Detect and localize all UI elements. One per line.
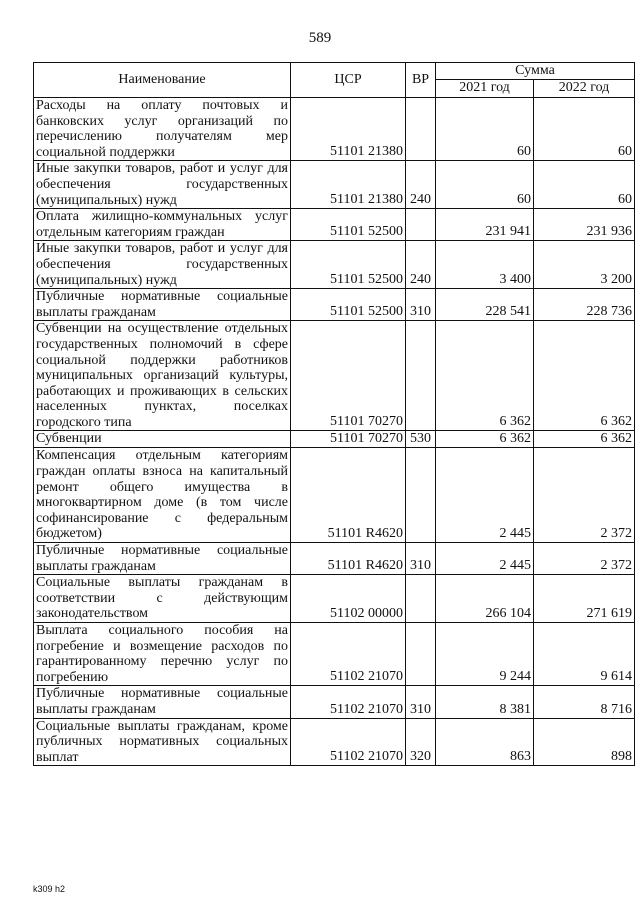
row-name: Публичные нормативные социальные выплаты гражданам [34,289,291,321]
row-csr: 51101 70270 [291,321,406,431]
row-sum-2021: 231 941 [436,209,534,241]
row-name: Иные закупки товаров, работ и услуг для обеспечения государственных (муниципальных) нужд [34,241,291,289]
row-sum-2022: 6 362 [534,321,635,431]
row-vr: 310 [406,686,436,718]
row-csr: 51101 70270 [291,431,406,448]
row-sum-2021: 2 445 [436,448,534,543]
header-vr: ВР [406,63,436,98]
row-name: Оплата жилищно-коммунальных услуг отдельным категориям граждан [34,209,291,241]
row-csr: 51101 52500 [291,241,406,289]
table-row [34,161,635,209]
row-csr: 51102 21070 [291,686,406,718]
row-sum-2022: 2 372 [534,448,635,543]
table-row [34,686,635,718]
row-csr: 51101 21380 [291,161,406,209]
row-sum-2022: 3 200 [534,241,635,289]
row-name: Социальные выплаты гражданам в соответствии с действующим законодательством [34,575,291,623]
row-name: Субвенции [34,431,291,448]
row-sum-2021: 2 445 [436,543,534,575]
row-vr: 320 [406,718,436,766]
table-row [34,209,635,241]
row-sum-2021: 266 104 [436,575,534,623]
row-sum-2022: 60 [534,161,635,209]
row-csr: 51101 R4620 [291,543,406,575]
row-sum-2021: 60 [436,161,534,209]
row-vr [406,209,436,241]
row-sum-2022: 6 362 [534,431,635,448]
row-vr [406,98,436,161]
row-sum-2021: 6 362 [436,431,534,448]
header-year-2022: 2022 год [534,79,635,97]
row-name: Выплата социального пособия на погребение и возмещение расходов по гарантированному перечню услуг по погребению [34,623,291,686]
row-sum-2021: 863 [436,718,534,766]
row-vr [406,623,436,686]
row-sum-2021: 60 [436,98,534,161]
table-row [34,289,635,321]
row-vr: 240 [406,161,436,209]
footer-code: k309 h2 [33,884,66,894]
row-name: Иные закупки товаров, работ и услуг для обеспечения государственных (муниципальных) нужд [34,161,291,209]
page-number: 589 [308,30,332,46]
table-row [34,241,635,289]
row-vr [406,448,436,543]
table-row [34,575,635,623]
row-sum-2022: 271 619 [534,575,635,623]
table-row [34,98,635,161]
row-csr: 51101 R4620 [291,448,406,543]
row-sum-2021: 9 244 [436,623,534,686]
row-name: Публичные нормативные социальные выплаты гражданам [34,686,291,718]
row-vr [406,321,436,431]
row-name: Социальные выплаты гражданам, кроме публичных нормативных социальных выплат [34,718,291,766]
row-name: Публичные нормативные социальные выплаты гражданам [34,543,291,575]
row-sum-2021: 8 381 [436,686,534,718]
row-sum-2022: 60 [534,98,635,161]
row-sum-2021: 6 362 [436,321,534,431]
row-sum-2021: 3 400 [436,241,534,289]
row-vr: 310 [406,289,436,321]
row-csr: 51101 21380 [291,98,406,161]
row-csr: 51101 52500 [291,289,406,321]
row-csr: 51102 21070 [291,718,406,766]
header-year-2021: 2021 год [436,79,534,97]
table-row [34,543,635,575]
header-csr: ЦСР [291,63,406,98]
row-sum-2022: 8 716 [534,686,635,718]
header-sum: Сумма [436,63,635,80]
table-row [34,718,635,766]
row-vr [406,575,436,623]
row-sum-2022: 231 936 [534,209,635,241]
table-row [34,321,635,431]
table-row [34,448,635,543]
row-sum-2022: 9 614 [534,623,635,686]
row-vr: 530 [406,431,436,448]
row-vr: 240 [406,241,436,289]
row-sum-2022: 228 736 [534,289,635,321]
row-name: Расходы на оплату почтовых и банковских услуг организаций по перечислению получателям мер социальной поддержки [34,98,291,161]
row-sum-2022: 2 372 [534,543,635,575]
row-name: Субвенции на осуществление отдельных государственных полномочий в сфере социальной поддержки работников муниципальных организаций культуры, работающих и проживающих в сельских населенных пунктах, поселках городского типа [34,321,291,431]
row-csr: 51102 00000 [291,575,406,623]
row-csr: 51101 52500 [291,209,406,241]
row-name: Компенсация отдельным категориям граждан оплаты взноса на капитальный ремонт общего имущества в многоквартирном доме (в том числе софинансирование с федеральным бюджетом) [34,448,291,543]
header-name: Наименование [34,63,291,98]
row-sum-2021: 228 541 [436,289,534,321]
row-sum-2022: 898 [534,718,635,766]
row-vr: 310 [406,543,436,575]
table-row [34,623,635,686]
budget-table [33,62,635,766]
table-row [34,431,635,448]
row-csr: 51102 21070 [291,623,406,686]
